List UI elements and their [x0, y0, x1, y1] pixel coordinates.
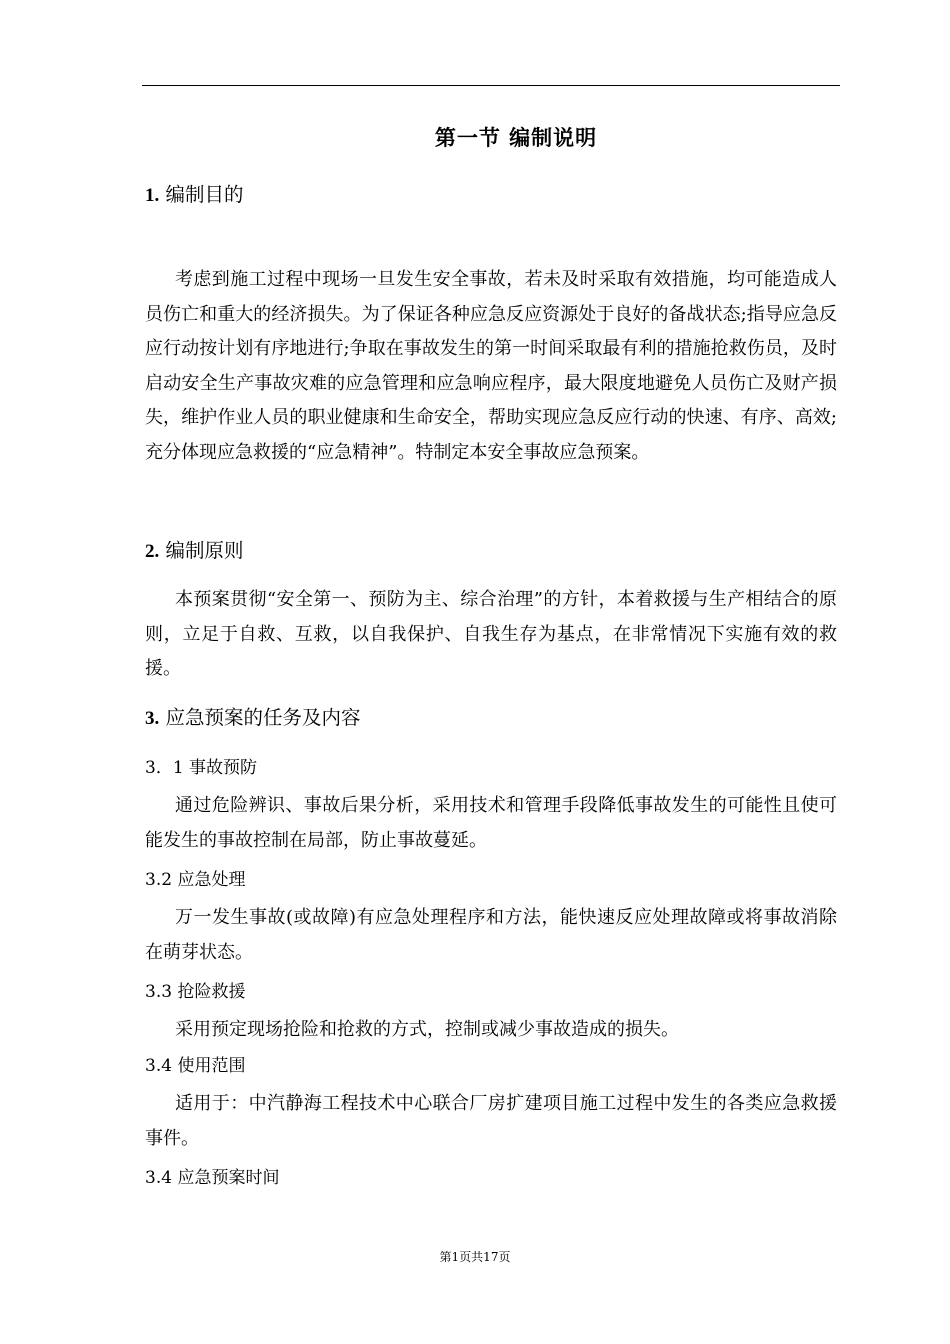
- subsection-paragraph-3-2: 万一发生事故(或故障)有应急处理程序和方法，能快速反应处理故障或将事故消除在萌芽状态。: [145, 907, 837, 963]
- section-number: 2: [145, 541, 155, 562]
- subsection-heading-3-3: 3.3 抢险救援: [145, 982, 246, 1002]
- subsection-paragraph-3-3: 采用预定现场抢险和抢救的方式，控制或减少事故造成的损失。: [175, 1019, 679, 1040]
- section-number-sep: .: [154, 708, 160, 729]
- subsection-paragraph-3-1: 通过危险辨识、事故后果分析，采用技术和管理手段降低事故发生的可能性且使可能发生的事故控制在局部，防止事故蔓延。: [145, 795, 837, 851]
- subsection-heading-3-4: 3.4 使用范围: [145, 1056, 246, 1076]
- subsection-paragraph-3-4: 适用于：中汽静海工程技术中心联合厂房扩建项目施工过程中发生的各类应急救援事件。: [145, 1093, 837, 1149]
- page-title: 第一节 编制说明: [434, 126, 598, 150]
- section-heading-3: [145, 705, 360, 732]
- section-number-sep: .: [154, 541, 160, 562]
- section-paragraph-1: 考虑到施工过程中现场一旦发生安全事故，若未及时采取有效措施，均可能造成人员伤亡和重大的经济损失。为了保证各种应急反应资源处于良好的备战状态;指导应急反应行动按计划有序地进行;争取在事故发生的第一时间采取最有利的措施抢救伤员，及时启动安全生产事故灾难的应急管理和应急响应程序，最大限度地避免人员伤亡及财产损失，维护作业人员的职业健康和生命安全，帮助实现应急反应行动的快速、有序、高效;充分体现应急救援的“应急精神”。特制定本安全事故应急预案。: [145, 269, 837, 463]
- section-number-sep: .: [154, 185, 160, 206]
- section-number: 1: [145, 185, 155, 206]
- section-heading-text: 编制原则: [165, 539, 244, 562]
- section-heading-text: 应急预案的任务及内容: [165, 706, 361, 729]
- section-number: 3: [145, 708, 155, 729]
- header-rule: [142, 85, 840, 86]
- subsection-heading-3-4-time: 3.4 应急预案时间: [145, 1168, 280, 1188]
- section-heading-text: 编制目的: [165, 183, 244, 206]
- section-paragraph-2: 本预案贯彻“安全第一、预防为主、综合治理”的方针，本着救援与生产相结合的原则，立足于自救、互救，以自我保护、自我生存为基点，在非常情况下实施有效的救援。: [145, 589, 837, 679]
- page-footer: 第1页共17页: [439, 1250, 511, 1264]
- subsection-heading-3-2: 3.2 应急处理: [145, 870, 246, 890]
- section-heading-2: [145, 538, 243, 565]
- section-heading-1: [145, 182, 243, 209]
- subsection-heading-3-1: 3．1 事故预防: [145, 758, 258, 778]
